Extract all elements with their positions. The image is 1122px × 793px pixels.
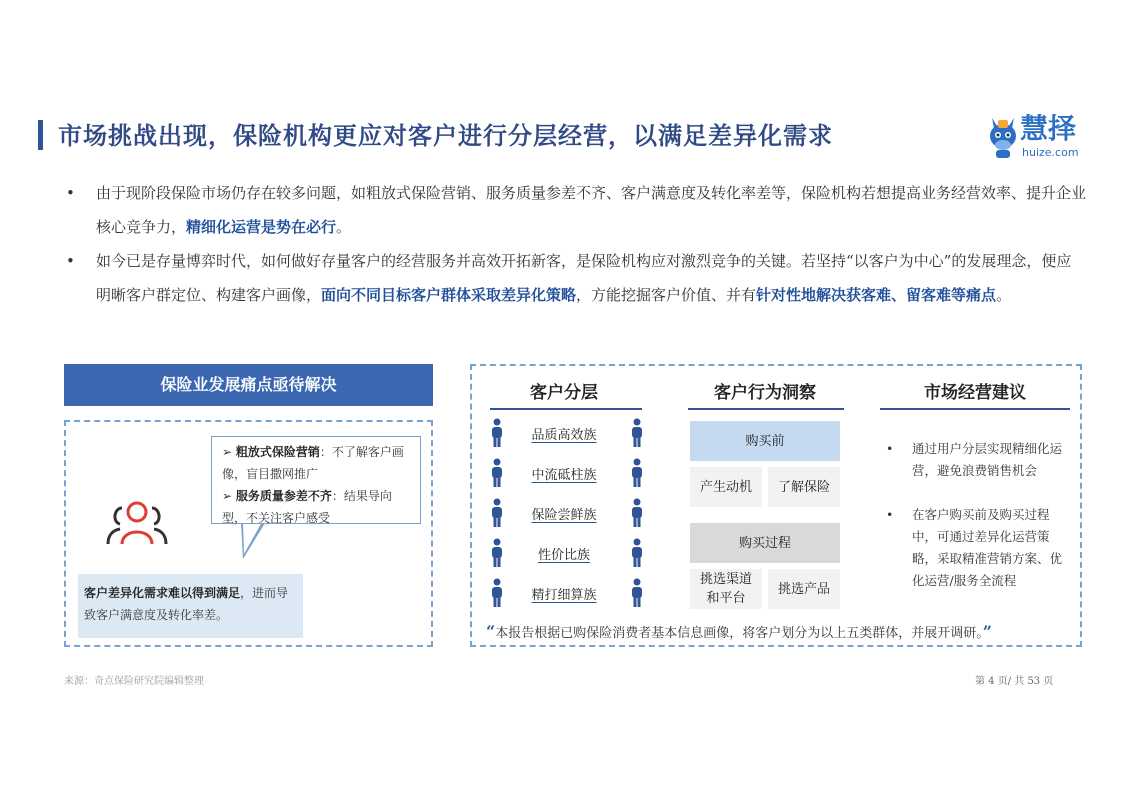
bullet-text: 。 — [336, 218, 352, 236]
person-icon — [630, 418, 644, 448]
suggestion-item — [882, 504, 1072, 592]
bullet-highlight: 针对性地解决获客难、留客难等痛点 — [756, 286, 997, 304]
stage-purchase-process: 购买过程 — [690, 523, 840, 563]
segment-label: 中流砥柱族 — [531, 468, 597, 483]
bullet-text: 由于现阶段保险市场仍存在较多问题，如粗放式保险营销、服务质量参差不齐、客户满意度及转化率差等，保险机构若想提高业务经营效率、提升企业核心竞争力， — [96, 184, 1087, 236]
logo-url: huize.com — [1022, 146, 1079, 159]
behavior-motive: 产生动机 — [690, 467, 762, 507]
bubble-item — [222, 441, 414, 485]
bubble-item-text: ：不了解客户画像，盲目撒网推广 — [222, 445, 404, 481]
note-bold: 客户差异化需求难以得到满足 — [84, 586, 241, 600]
title-accent-bar — [38, 120, 43, 150]
bullet-text: 。 — [996, 286, 1012, 304]
note-text: ，进而导致客户满意度及转化率差。 — [84, 586, 289, 622]
col-head-segmentation: 客户分层 — [530, 383, 598, 403]
bubble-item-bold: 粗放式保险营销 — [235, 445, 320, 459]
person-icon — [490, 498, 504, 528]
bullet-highlight: 面向不同目标客户群体采取差异化策略 — [321, 286, 577, 304]
intro-bullets — [66, 176, 1086, 312]
arrow-marker-icon: ➢ — [222, 489, 233, 503]
customer-strategy-panel — [470, 364, 1082, 647]
segment-label: 性价比族 — [537, 548, 590, 563]
person-icon — [630, 538, 644, 568]
bullet-dot: • — [886, 507, 894, 522]
segment-row — [490, 458, 638, 492]
behavior-product: 挑选产品 — [768, 569, 840, 609]
bullet-item — [66, 176, 1086, 244]
behavior-learn: 了解保险 — [768, 467, 840, 507]
logo-text: 慧择 — [1020, 112, 1077, 145]
person-icon — [490, 538, 504, 568]
suggestion-item — [882, 438, 1072, 482]
segment-row — [490, 578, 638, 612]
col-head-underline — [688, 408, 844, 410]
segment-label: 品质高效族 — [531, 428, 597, 443]
bubble-item-bold: 服务质量参差不齐 — [235, 489, 332, 503]
horse-mascot-icon — [986, 114, 1020, 160]
bullet-highlight: 精细化运营是势在必行 — [186, 218, 337, 236]
person-icon — [490, 458, 504, 488]
speech-bubble — [211, 436, 421, 524]
survey-note-text: 本报告根据已购保险消费者基本信息画像，将客户划分为以上五类群体，并展开调研。 — [495, 626, 983, 641]
source-note: 来源：奇点保险研究院编辑整理 — [64, 676, 204, 687]
behavior-channel: 挑选渠道和平台 — [690, 569, 762, 609]
person-icon — [630, 458, 644, 488]
bullet-item — [66, 244, 1086, 312]
bullet-text: 如今已是存量博弈时代，如何做好存量客户的经营服务并高效开拓新客，是保险机构应对激烈竞争的关键。若坚持“以客户为中心”的发展理念，便应明晰客户群定位、构建客户画像， — [96, 252, 1072, 304]
segment-label: 精打细算族 — [531, 588, 597, 603]
segment-row — [490, 538, 638, 572]
bullet-dot: • — [66, 252, 75, 270]
segment-row — [490, 418, 638, 452]
person-icon — [630, 498, 644, 528]
pain-points-note — [78, 574, 303, 638]
page-number: 第 4 页/ 共 53 页 — [975, 676, 1054, 687]
bubble-item-text: ：结果导向型，不关注客户感受 — [222, 489, 392, 525]
page-title: 市场挑战出现，保险机构更应对客户进行分层经营，以满足差异化需求 — [58, 121, 833, 150]
segment-row — [490, 498, 638, 532]
arrow-marker-icon: ➢ — [222, 445, 233, 459]
suggestion-text: 在客户购买前及购买过程中，可通过差异化运营策略，采取精准营销方案、优化运营/服务全流程 — [912, 507, 1063, 588]
stage-before-purchase: 购买前 — [690, 421, 840, 461]
col-head-behavior: 客户行为洞察 — [714, 383, 816, 403]
segment-label: 保险尝鲜族 — [531, 508, 597, 523]
bubble-item — [222, 485, 414, 529]
quote-open-icon: “ — [486, 622, 496, 641]
survey-note — [486, 622, 992, 641]
pain-points-header: 保险业发展痛点亟待解决 — [64, 364, 433, 406]
col-head-underline — [490, 408, 642, 410]
bullet-text: ，方能挖掘客户价值、并有 — [576, 286, 757, 304]
people-group-icon — [104, 498, 170, 556]
bullet-dot: • — [66, 184, 75, 202]
logo — [986, 112, 1086, 162]
pain-points-panel — [64, 420, 433, 647]
suggestion-text: 通过用户分层实现精细化运营，避免浪费销售机会 — [912, 441, 1063, 478]
person-icon — [630, 578, 644, 608]
person-icon — [490, 418, 504, 448]
person-icon — [490, 578, 504, 608]
col-head-suggestions: 市场经营建议 — [924, 383, 1026, 403]
col-head-underline — [880, 408, 1070, 410]
quote-close-icon: ” — [982, 622, 992, 641]
bullet-dot: • — [886, 441, 894, 456]
